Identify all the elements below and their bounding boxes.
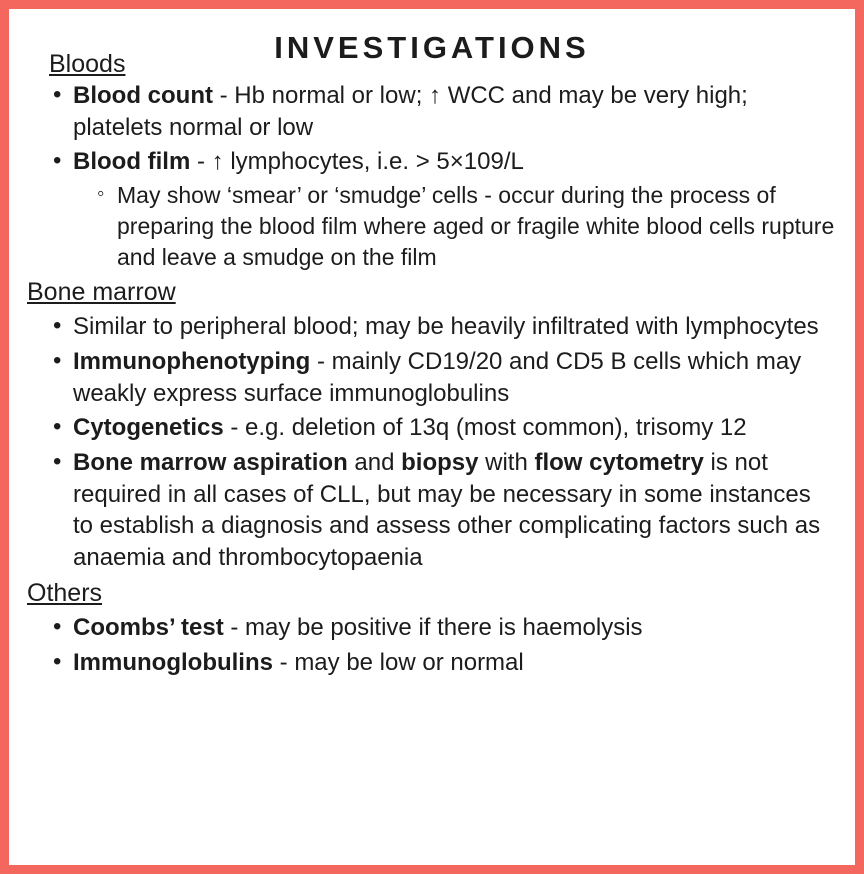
list-item-text-3: is not required in all cases of CLL, but may be necessary in some instances to establish a diagnosis and assess other complicating factors such as anaemia and thrombocytopaenia bbox=[73, 449, 821, 572]
list-item-text: May show ‘smear’ or ‘smudge’ cells - occur during the process of preparing the blood film where aged or fragile white blood cells rupture and leave a smudge on the film bbox=[117, 182, 835, 271]
list-item-bold-2: biopsy bbox=[401, 449, 479, 477]
list-item-bold: Blood count bbox=[73, 82, 213, 109]
list-item bbox=[27, 647, 837, 679]
title-row bbox=[27, 31, 837, 77]
list-item-bold: Immunophenotyping bbox=[73, 348, 311, 376]
list-item-text: and bbox=[347, 449, 402, 477]
list-item bbox=[27, 146, 837, 178]
bone-marrow-list bbox=[27, 311, 837, 573]
bloods-list bbox=[27, 80, 837, 273]
list-item bbox=[27, 346, 837, 409]
section-heading-bone-marrow: Bone marrow bbox=[27, 278, 176, 307]
list-item-text-2: with bbox=[478, 449, 535, 477]
list-item bbox=[27, 311, 837, 343]
list-item-text: - Hb normal or low; ↑ WCC and may be very high; platelets normal or low bbox=[73, 82, 748, 141]
list-item-bold: Coombs’ test bbox=[73, 614, 224, 642]
list-item-bold: Immunoglobulins bbox=[73, 648, 273, 676]
page-title: INVESTIGATIONS bbox=[274, 30, 590, 65]
section-heading-others: Others bbox=[27, 578, 103, 607]
list-item-text: - may be low or normal bbox=[272, 648, 524, 676]
list-item-text: - e.g. deletion of 13q (most common), trisomy 12 bbox=[223, 414, 747, 442]
list-item bbox=[27, 180, 837, 273]
list-item bbox=[27, 412, 837, 444]
list-item bbox=[27, 447, 837, 574]
list-item-bold: Blood film bbox=[73, 148, 191, 176]
list-item bbox=[27, 80, 837, 143]
section-heading-bloods: Bloods bbox=[49, 50, 126, 78]
others-list bbox=[27, 612, 837, 678]
list-item-text: - may be positive if there is haemolysis bbox=[223, 614, 643, 642]
list-item-text: - ↑ lymphocytes, i.e. > 5×109/L bbox=[190, 148, 524, 176]
list-item-text: Similar to peripheral blood; may be heavily infiltrated with lymphocytes bbox=[73, 313, 819, 341]
list-item-bold: Bone marrow aspiration bbox=[73, 449, 348, 477]
list-item bbox=[27, 612, 837, 644]
list-item-bold-3: flow cytometry bbox=[534, 449, 704, 477]
list-item-text: - mainly CD19/20 and CD5 B cells which may weakly express surface immunoglobulins bbox=[73, 348, 802, 407]
list-item-bold: Cytogenetics bbox=[73, 414, 224, 442]
